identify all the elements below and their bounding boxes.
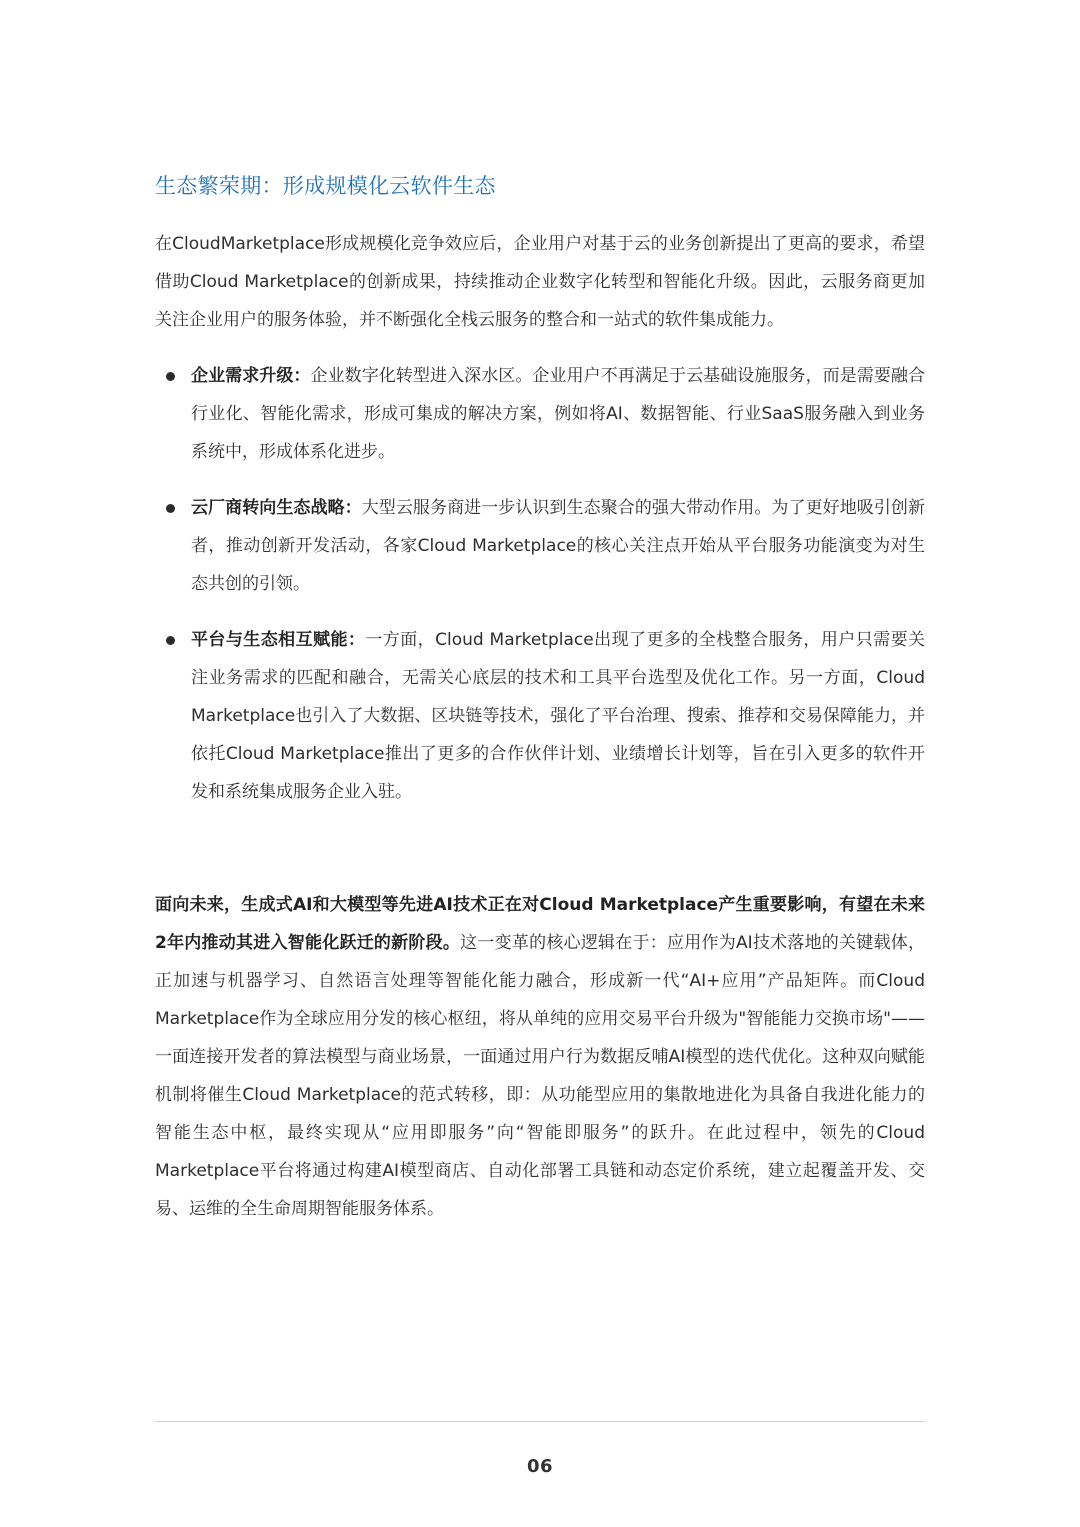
bullet-text: 大型云服务商进一步认识到生态聚合的强大带动作用。为了更好地吸引创新者，推动创新开发活动，各家Cloud Marketplace的核心关注点开始从平台服务功能演变为对生态共创的引领。 <box>191 498 926 594</box>
footer-divider <box>155 1421 925 1422</box>
future-body: 这一变革的核心逻辑在于：应用作为AI技术落地的关键载体，正加速与机器学习、自然语言处理等智能化能力融合，形成新一代“AI+应用”产品矩阵。而Cloud Marketplace作为全球应用分发的核心枢纽，将从单纯的应用交易平台升级为"智能能力交换市场"——一面连接开发者的算法模型与商业场景，一面通过用户行为数据反哺AI模型的迭代优化。这种双向赋能机制将催生Cloud Marketplace的范式转移，即：从功能型应用的集散地进化为具备自我进化能力的智能生态中枢，最终实现从“应用即服务”向“智能即服务”的跃升。在此过程中，领先的Cloud Marketplace平台将通过构建AI模型商店、自动化部署工具链和动态定价系统，建立起覆盖开发、交易、运维的全生命周期智能服务体系。 <box>155 933 925 1219</box>
page-number: 06 <box>526 1456 554 1477</box>
future-paragraph <box>155 886 925 1228</box>
bullet-item <box>155 621 925 811</box>
bullet-text: 一方面，Cloud Marketplace出现了更多的全栈整合服务，用户只需要关注业务需求的匹配和融合，无需关心底层的技术和工具平台选型及优化工作。另一方面，Cloud Marketplace也引入了大数据、区块链等技术，强化了平台治理、搜索、推荐和交易保障能力，并依托Cloud Marketplace推出了更多的合作伙伴计划、业绩增长计划等，旨在引入更多的软件开发和系统集成服务企业入驻。 <box>191 630 926 802</box>
bullet-dot-icon <box>166 636 175 645</box>
document-page <box>155 0 925 1527</box>
bullet-item <box>155 489 925 603</box>
bullet-text: 企业数字化转型进入深水区。企业用户不再满足于云基础设施服务，而是需要融合行业化、智能化需求，形成可集成的解决方案，例如将AI、数据智能、行业SaaS服务融入到业务系统中，形成体系化进步。 <box>191 366 925 462</box>
bullet-dot-icon <box>166 504 175 513</box>
section-heading: 生态繁荣期：形成规模化云软件生态 <box>155 174 496 198</box>
intro-paragraph: 在CloudMarketplace形成规模化竞争效应后，企业用户对基于云的业务创新提出了更高的要求，希望借助Cloud Marketplace的创新成果，持续推动企业数字化转型和智能化升级。因此，云服务商更加关注企业用户的服务体验，并不断强化全栈云服务的整合和一站式的软件集成能力。 <box>155 234 925 330</box>
bullet-list <box>155 357 925 829</box>
bullet-dot-icon <box>166 372 175 381</box>
bullet-title: 云厂商转向生态战略： <box>191 498 362 518</box>
future-lead: 面向未来，生成式AI和大模型等先进AI技术正在对Cloud Marketplace产生重要影响，有望在未来2年内推动其进入智能化跃迁的新阶段。 <box>155 895 925 953</box>
bullet-item <box>155 357 925 471</box>
bullet-title: 平台与生态相互赋能： <box>191 630 366 650</box>
bullet-title: 企业需求升级： <box>191 366 311 386</box>
